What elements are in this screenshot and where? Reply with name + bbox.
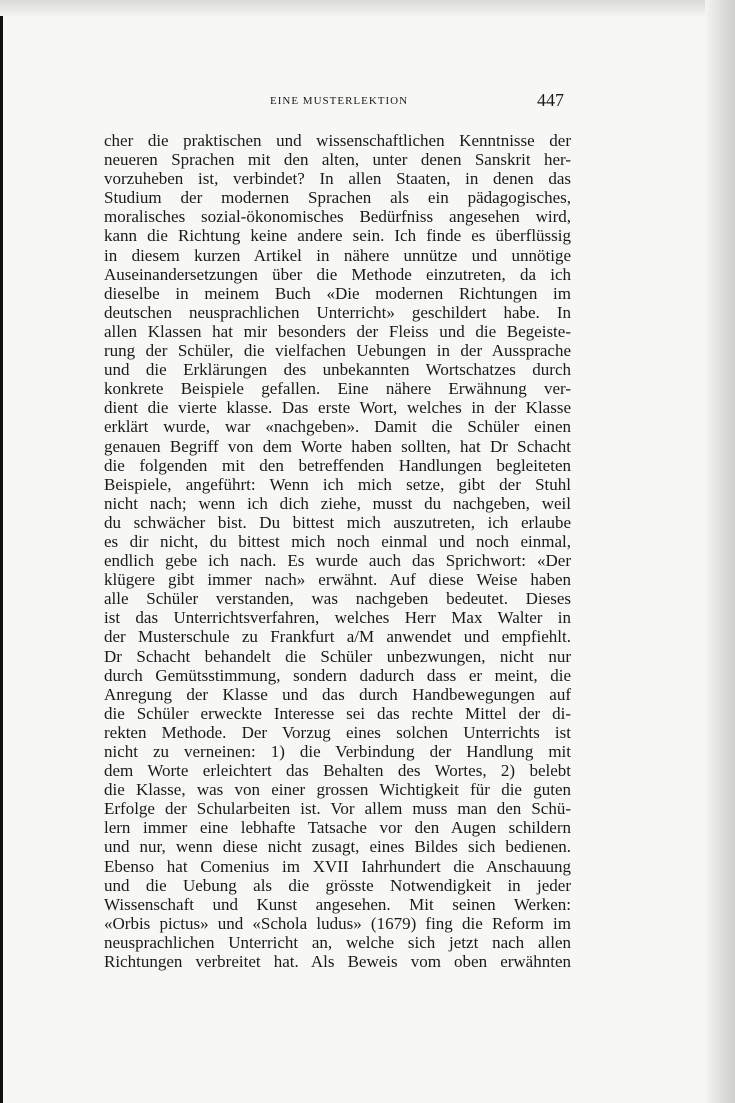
text-line: rung der Schüler, die vielfachen Uebungen in der Aussprache bbox=[104, 341, 571, 361]
text-line: es dir nicht, du bittest mich noch einmal und noch einmal, bbox=[104, 531, 571, 551]
text-line: konkrete Beispiele gefallen. Eine nähere Erwähnung ver- bbox=[104, 379, 571, 399]
text-line: Beispiele, angeführt: Wenn ich mich setze, gibt der Stuhl bbox=[104, 474, 571, 494]
text-line: neueren Sprachen mit den alten, unter denen Sanskrit her- bbox=[104, 150, 571, 170]
text-line: «Orbis pictus» und «Schola ludus» (1679) fing die Reform im bbox=[104, 913, 571, 933]
text-line: dient die vierte klasse. Das erste Wort, welches in der Klasse bbox=[104, 398, 571, 418]
text-line: Dr Schacht behandelt die Schüler unbezwungen, nicht nur bbox=[104, 646, 571, 666]
text-line: vorzuheben ist, verbindet? In allen Staaten, in denen das bbox=[104, 169, 571, 189]
text-line: rekten Methode. Der Vorzug eines solchen Unterrichts ist bbox=[104, 722, 571, 742]
text-line: endlich gebe ich nach. Es wurde auch das Sprichwort: «Der bbox=[104, 551, 571, 571]
text-line: Anregung der Klasse und das durch Handbewegungen auf bbox=[104, 684, 571, 704]
text-line: und nur, wenn diese nicht zusagt, eines Bildes sich bedienen. bbox=[104, 837, 571, 857]
text-line: alle Schüler verstanden, was nachgeben bedeutet. Dieses bbox=[104, 589, 571, 609]
text-line: die folgenden mit den betreffenden Handlungen begleiteten bbox=[104, 455, 571, 475]
text-line: Ebenso hat Comenius im XVII Iahrhundert die Anschauung bbox=[104, 856, 571, 876]
text-line: in diesem kurzen Artikel in nähere unnütze und unnötige bbox=[104, 245, 571, 265]
text-line: und die Uebung als die grösste Notwendigkeit in jeder bbox=[104, 875, 571, 895]
running-head: EINE MUSTERLEKTION bbox=[270, 95, 409, 107]
text-line: neusprachlichen Unterricht an, welche sich jetzt nach allen bbox=[104, 932, 571, 952]
text-line: genauen Begriff von dem Worte haben sollten, hat Dr Schacht bbox=[104, 436, 571, 456]
text-line: Richtungen verbreitet hat. Als Beweis vom oben erwähnten bbox=[104, 952, 571, 972]
text-line: erklärt wurde, war «nachgeben». Damit die Schüler einen bbox=[104, 417, 571, 437]
text-line: der Musterschule zu Frankfurt a/M anwendet und empfiehlt. bbox=[104, 627, 571, 647]
body-text bbox=[104, 131, 571, 971]
scan-top-edge bbox=[0, 0, 735, 16]
text-line: dem Worte erleichtert das Behalten des Wortes, 2) belebt bbox=[104, 761, 571, 781]
text-line: allen Klassen hat mir besonders der Fleiss und die Begeiste- bbox=[104, 321, 571, 341]
page-number: 447 bbox=[537, 90, 564, 110]
text-line: cher die praktischen und wissenschaftlichen Kenntnisse der bbox=[104, 131, 571, 150]
text-line: Studium der modernen Sprachen als ein pädagogisches, bbox=[104, 188, 571, 208]
text-line: durch Gemütsstimmung, sondern dadurch dass er meint, die bbox=[104, 665, 571, 685]
text-line: klügere gibt immer nach» erwähnt. Auf diese Weise haben bbox=[104, 570, 571, 590]
text-line: moralisches sozial-ökonomisches Bedürfniss angesehen wird, bbox=[104, 207, 571, 227]
text-line: Wissenschaft und Kunst angesehen. Mit seinen Werken: bbox=[104, 894, 571, 914]
text-line: nicht zu verneinen: 1) die Verbindung der Handlung mit bbox=[104, 742, 571, 761]
text-line: du schwächer bist. Du bittest mich auszutreten, ich erlaube bbox=[104, 512, 571, 532]
text-line: kann die Richtung keine andere sein. Ich finde es überflüssig bbox=[104, 226, 571, 246]
scan-right-edge bbox=[705, 0, 735, 1103]
text-line: und die Erklärungen des unbekannten Wortschatzes durch bbox=[104, 360, 571, 380]
text-line: Auseinandersetzungen über die Methode einzutreten, da ich bbox=[104, 264, 571, 284]
text-line: die Klasse, was von einer grossen Wichtigkeit für die guten bbox=[104, 780, 571, 800]
text-line: lern immer eine lebhafte Tatsache vor den Augen schildern bbox=[104, 818, 571, 838]
text-line: ist das Unterrichtsverfahren, welches Herr Max Walter in bbox=[104, 608, 571, 628]
text-line: dieselbe in meinem Buch «Die modernen Richtungen im bbox=[104, 283, 571, 303]
text-line: deutschen neusprachlichen Unterricht» geschildert habe. In bbox=[104, 302, 571, 322]
text-line: die Schüler erweckte Interesse sei das rechte Mittel der di- bbox=[104, 703, 571, 723]
text-line: nicht nach; wenn ich dich ziehe, musst du nachgeben, weil bbox=[104, 493, 571, 513]
text-line: Erfolge der Schularbeiten ist. Vor allem muss man den Schü- bbox=[104, 799, 571, 819]
